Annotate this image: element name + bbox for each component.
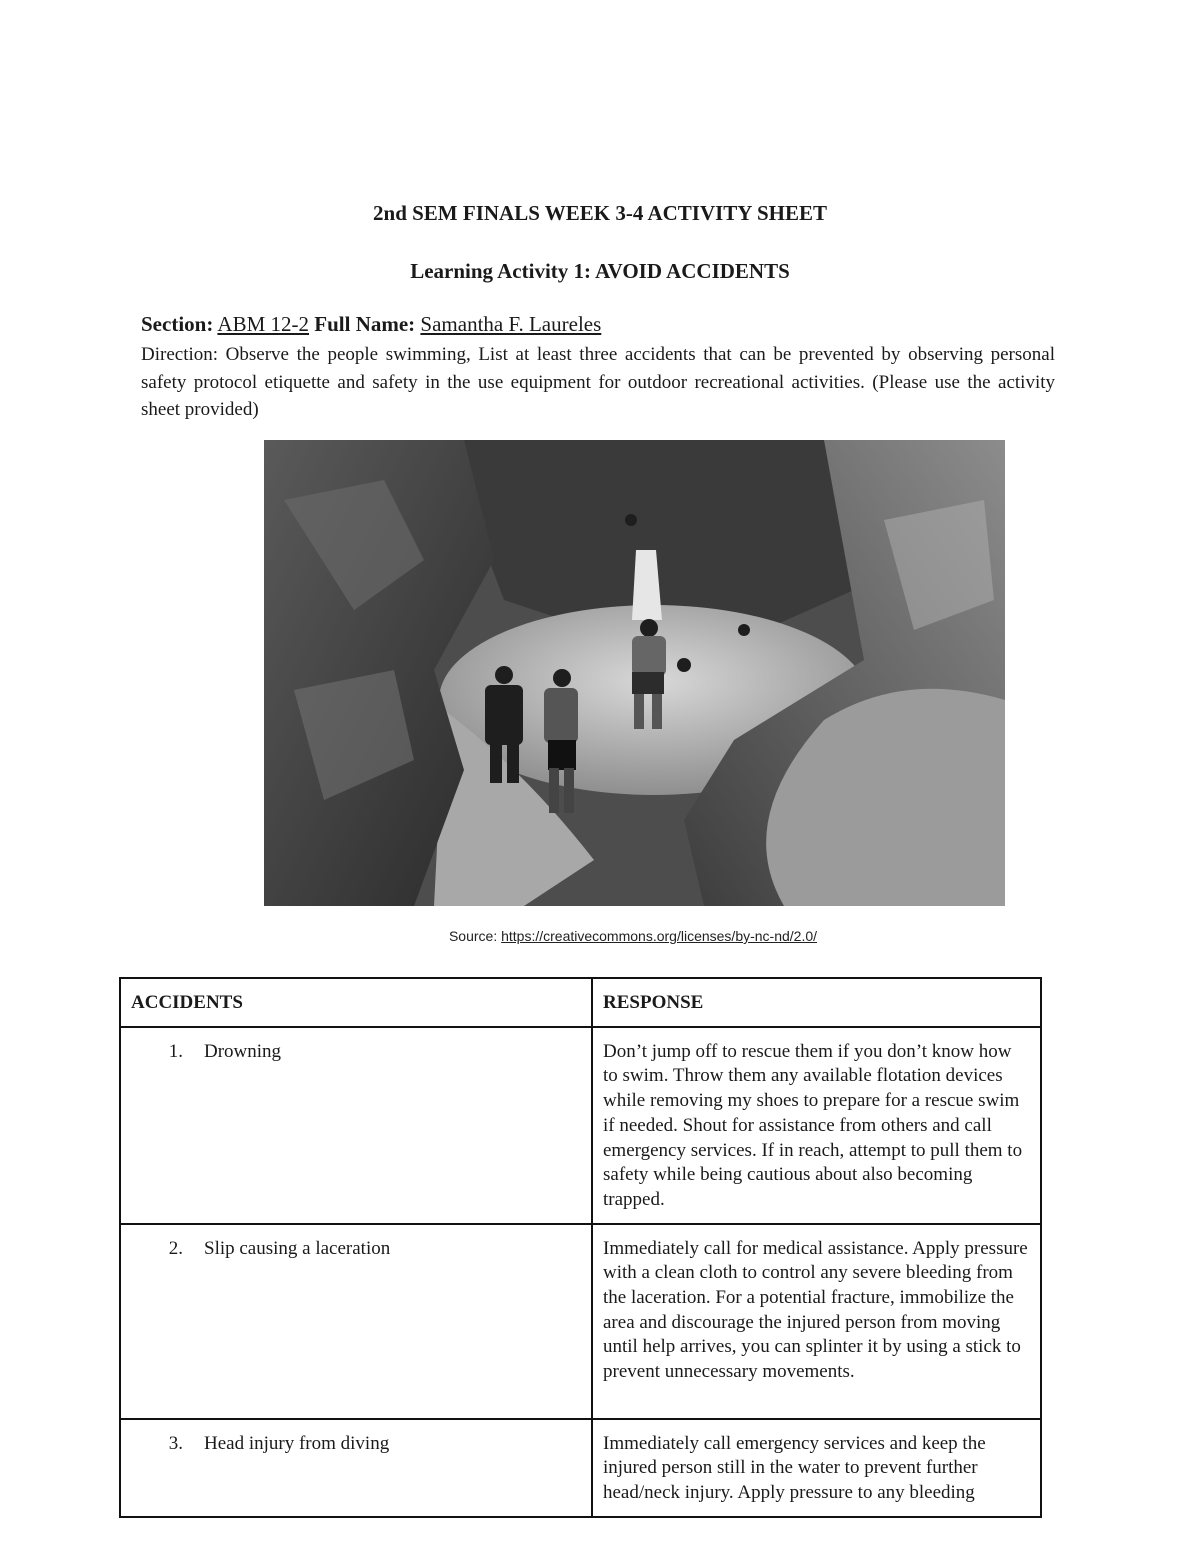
response-cell: Don’t jump off to rescue them if you don’t know how to swim. Throw them any available flotation devices while removing my shoes to prepare for a rescue swim if needed. Shout for assistance from others and call emergency services. If in reach, attempt to pull them to safety while being cautious about also becoming trapped. (592, 1027, 1041, 1224)
name-label: Full Name: (314, 312, 416, 336)
accidents-table (119, 977, 1042, 1518)
section-label: Section: (141, 312, 214, 336)
direction-text: Direction: Observe the people swimming, List at least three accidents that can be prevented by observing personal safety protocol etiquette and safety in the use equipment for outdoor recreational activities. (Please use the activity sheet provided) (141, 344, 1055, 420)
accident-number: 2. (168, 1237, 183, 1259)
accident-name: Slip causing a laceration (204, 1237, 391, 1259)
accident-number: 3. (168, 1432, 183, 1454)
header-response: RESPONSE (592, 978, 1041, 1027)
accident-name: Head injury from diving (204, 1432, 390, 1454)
source-label: Source: (448, 928, 498, 944)
student-info (141, 312, 1061, 337)
accident-name: Drowning (204, 1040, 282, 1062)
document-title: 2nd SEM FINALS WEEK 3-4 ACTIVITY SHEET (373, 201, 827, 225)
waterfall-photo (264, 440, 1005, 906)
accident-cell (120, 1419, 592, 1517)
table-row (120, 1027, 1041, 1224)
table-row (120, 1419, 1041, 1517)
response-cell: Immediately call emergency services and keep the injured person still in the water to prevent further head/neck injury. Apply pressure to any bleeding (592, 1419, 1041, 1517)
table-row (120, 1224, 1041, 1419)
accident-cell (120, 1027, 592, 1224)
photo-source (0, 928, 1200, 944)
activity-subtitle: Learning Activity 1: AVOID ACCIDENTS (410, 259, 790, 283)
table-header-row (120, 978, 1041, 1027)
response-cell: Immediately call for medical assistance. Apply pressure with a clean cloth to control any severe bleeding from the laceration. For a potential fracture, immobilize the area and discourage the injured person from moving until help arrives, you can splinter it by using a stick to prevent unnecessary movements. (592, 1224, 1041, 1419)
section-value: ABM 12-2 (217, 312, 310, 336)
header-accidents: ACCIDENTS (120, 978, 592, 1027)
name-value: Samantha F. Laureles (420, 312, 602, 336)
source-link[interactable]: https://creativecommons.org/licenses/by-nc-nd/2.0/ (501, 928, 818, 944)
accident-number: 1. (168, 1040, 183, 1062)
accident-cell (120, 1224, 592, 1419)
photo-illustration (264, 440, 1005, 906)
